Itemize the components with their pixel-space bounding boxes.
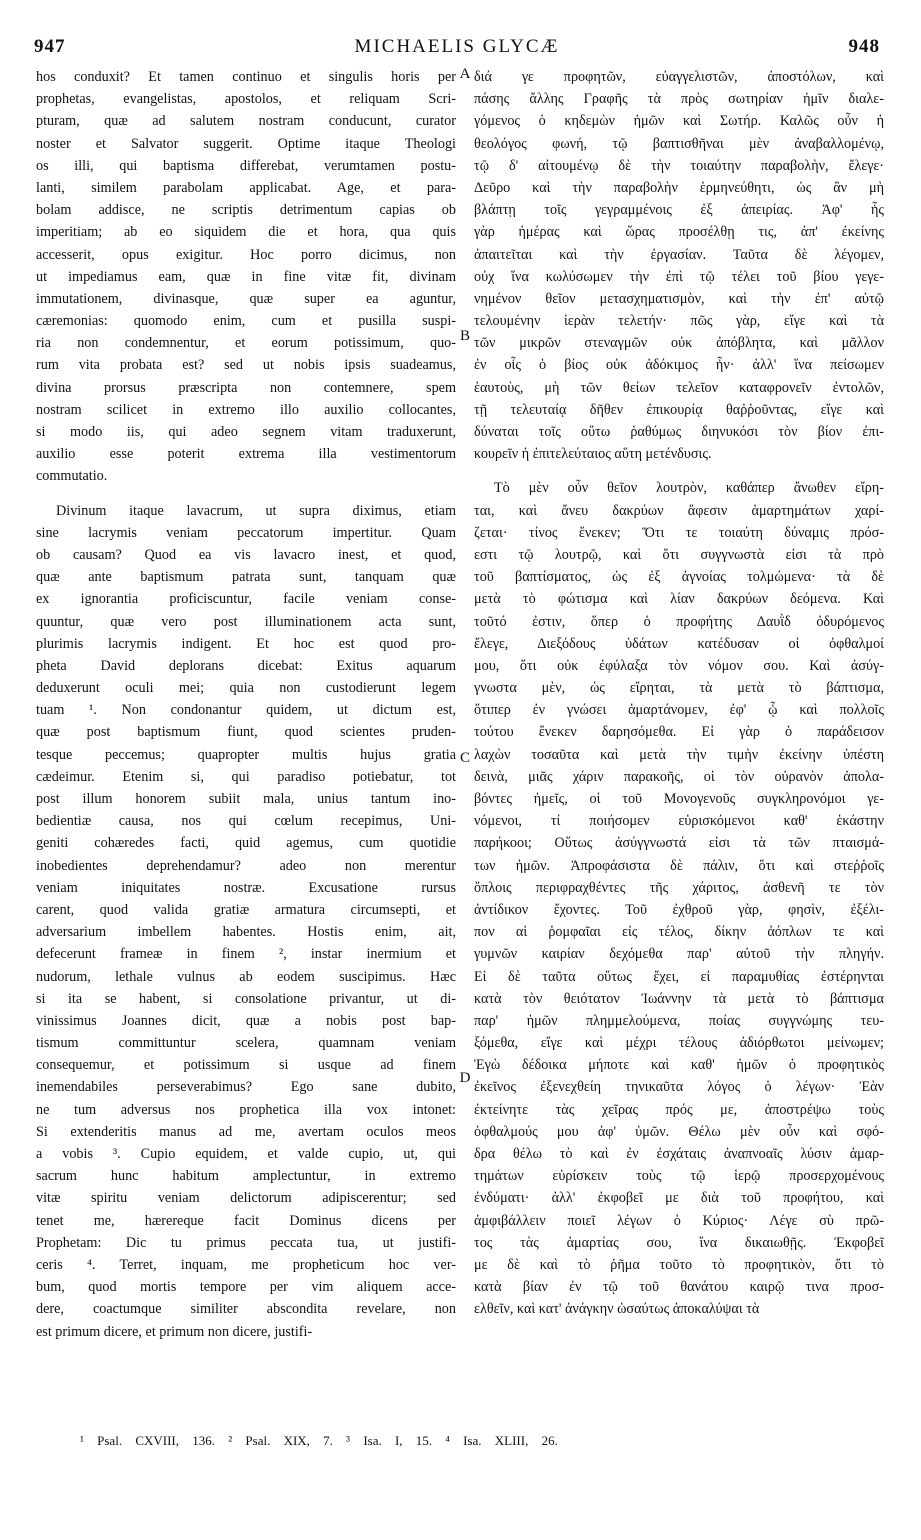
latin-line: dere, coactumque similiter abscondita revelare, non bbox=[36, 1301, 456, 1318]
latin-line: plurimis lacrymis indigent. Et hoc est quod pro- bbox=[36, 635, 456, 652]
greek-line: ἐνδύματι· ἀλλ' ἐκφοβεῖ με διὰ τοῦ προφήτου, καὶ bbox=[474, 1190, 884, 1207]
greek-line: εστι τῷ λουτρῷ, καὶ ὅτι συγγνωστὰ εἰσι τὰ πρὸ bbox=[474, 546, 884, 563]
greek-line: τοῦ βαπτίσματος, ὡς ἐξ ἀγνοίας τολμώμενα· τὰ δὲ bbox=[474, 569, 884, 586]
latin-line: veniam iniquitates nostræ. Excusatione rursus bbox=[36, 879, 456, 896]
latin-line: a vobis ³. Cupio equidem, et valde cupio, ut, qui bbox=[36, 1146, 456, 1162]
latin-line: sacrum hunc habitum amplectuntur, in extremo bbox=[36, 1168, 456, 1185]
paragraph-gap bbox=[474, 465, 884, 477]
greek-line: δύναται τοῖς οὕτω ῥαθύμως διηνυκόσι τὸν βίον ἐπι- bbox=[474, 424, 884, 440]
greek-line: διά γε προφητῶν, εὐαγγελιστῶν, ἀποστόλων, καὶ bbox=[474, 69, 884, 85]
latin-line: ceris ⁴. Terret, inquam, me propheticum hoc ver- bbox=[36, 1256, 456, 1273]
latin-line: inobedientes deprehendamur? adeo non merentur bbox=[36, 857, 456, 874]
latin-line: auxilio esse poterit extrema illa vestimentorum bbox=[36, 446, 456, 463]
greek-line: νόμενοι, τί ποιήσομεν εὑρισκόμενοι καθ' ἑκάστην bbox=[474, 813, 884, 830]
latin-line: vitæ spiritu veniam delictorum adipiscerentur; sed bbox=[36, 1190, 456, 1207]
greek-line: τῶν μικρῶν στεναγμῶν οὐκ ἀπόβλητα, καὶ μᾶλλον bbox=[474, 335, 884, 352]
greek-line: κατὰ τὸν θειότατον Ἰωάννην τὰ μετὰ τὸ βάπτισμα bbox=[474, 990, 884, 1007]
greek-line: νημένον θεῖον μετασχηματισμὸν, καὶ τὴν ἐπ' αὐτῷ bbox=[474, 290, 884, 307]
latin-line: tismum committuntur scelera, quamnam veniam bbox=[36, 1035, 456, 1052]
section-markers bbox=[456, 66, 474, 1466]
greek-paragraph bbox=[474, 477, 884, 1320]
latin-line: lanti, similem parabolam applicabat. Age, et para- bbox=[36, 179, 456, 196]
greek-line: ἐκεῖνος ἐξενεχθείη τηνικαῦτα λόγος ὁ λέγων· Ἐὰν bbox=[474, 1079, 884, 1096]
greek-line: Τὸ μὲν οὖν θεῖον λουτρὸν, καθάπερ ἄνωθεν εἴρη- bbox=[494, 480, 884, 497]
page-header bbox=[34, 36, 880, 64]
greek-line: κατὰ βίαν ἐν τῷ τοῦ θανάτου καιρῷ τινα προσ- bbox=[474, 1279, 884, 1296]
latin-line: pheta David deplorans dicebat: Exitus aquarum bbox=[36, 657, 456, 674]
latin-line: consequemur, et potissimum si usque ad finem bbox=[36, 1057, 456, 1074]
greek-line: ἐν οἷς ὁ βίος οὐκ ἀδόκιμος ἦν· ἀλλ' ἵνα πείσωμεν bbox=[474, 357, 884, 374]
latin-line: ex ignorantia proficiscuntur, facile veniam conse- bbox=[36, 591, 456, 608]
greek-paragraph bbox=[474, 66, 884, 465]
greek-line: ὅπλοις περιφραχθέντες τῆς χάριτος, ἀσθενῆ τε τὸν bbox=[474, 879, 884, 896]
latin-line: ob causam? Quod ea vis lavacro inest, et quod, bbox=[36, 546, 456, 563]
latin-line: pturam, quæ ad salutem nostram conducunt, curator bbox=[36, 113, 456, 130]
greek-line: ξόμεθα, εἴγε καὶ μέχρι τέλους ἀδιόρθωτοι μείνωμεν; bbox=[474, 1035, 884, 1052]
latin-line: deduxerunt oculi mei; quia non custodierunt legem bbox=[36, 680, 456, 697]
greek-line: βόντες ἡμεῖς, οἱ τοῦ Μονογενοῦς συγκληρονόμοι γε- bbox=[474, 791, 884, 807]
latin-line: immutationem, divinasque, quæ super ea aguntur, bbox=[36, 290, 456, 307]
greek-line: τελουμένην ἱερὰν τελετήν· πῶς γὰρ, εἴγε καὶ τὰ bbox=[474, 313, 884, 330]
latin-line: defecerunt frameæ in finem ², instar inermium et bbox=[36, 946, 456, 963]
latin-line: nostram scilicet in extremo illo auxilio collocantes, bbox=[36, 401, 456, 418]
greek-line: ἑαυτοὺς, μὴ τῶν θείων τελεῖον καταφρονεῖν ἐντολῶν, bbox=[474, 379, 884, 396]
latin-line: bum, quod mortis tempore per vim aliquem acce- bbox=[36, 1279, 456, 1296]
latin-line: bolam addisce, ne scriptis detrimentum capias ob bbox=[36, 202, 456, 219]
greek-line: γυμνῶν καιρίαν δεχόμεθα παρ' αὐτοῦ τὴν πληγήν. bbox=[474, 946, 884, 963]
greek-line: τούτου ἕνεκεν δαρησόμεθα. Εἰ γὰρ ὁ παράδεισον bbox=[474, 724, 884, 741]
latin-line: vinissimus Joannes dicit, quæ a nobis post bap- bbox=[36, 1012, 456, 1029]
running-title: MICHAELIS GLYCÆ bbox=[354, 36, 560, 57]
section-marker: A bbox=[459, 66, 471, 82]
section-marker: D bbox=[459, 1070, 471, 1086]
greek-line: δεινὰ, μιᾶς χάριν παρακοῆς, οἱ τὸν οὐρανὸν ἀπολα- bbox=[474, 768, 884, 785]
greek-line: ὅτιπερ ἐν γνώσει ἁμαρτάνομεν, ἐφ' ᾧ καὶ πολλοῖς bbox=[474, 702, 884, 719]
latin-line: cæremonias: quomodo enim, cum et pusilla suspi- bbox=[36, 313, 456, 330]
latin-line: quuntur, quæ vero post illuminationem acta sunt, bbox=[36, 613, 456, 630]
greek-line: Δεῦρο καὶ τὴν παραβολὴν ἑρμηνεύθητι, ὡς ἂν μὴ bbox=[474, 179, 884, 196]
greek-line: γὰρ ἡμέρας καὶ ὥρας προσέλθῃ τις, ἀπ' ἐκείνης bbox=[474, 224, 884, 241]
latin-line: est primum dicere, et primum non dicere, justifi- bbox=[36, 1323, 313, 1340]
page-number-right: 948 bbox=[848, 36, 880, 57]
greek-line: δρα θέλω τὸ καὶ ἐν ἐσχάταις ἀναπνοαῖς λύσιν ἁμαρ- bbox=[474, 1146, 884, 1162]
latin-line: ne tum adversus nos prophetica illa vox intonet: bbox=[36, 1101, 456, 1118]
latin-line: carent, quod valida gratiæ armatura circumsepti, et bbox=[36, 901, 456, 918]
greek-line: παρήκοοι; Οὕτως ἀσύγγνωστά εἰσι τὰ τῶν πταισμά- bbox=[474, 835, 884, 852]
latin-line: Si extenderitis manus ad me, avertam oculos meos bbox=[36, 1123, 456, 1140]
latin-line: prophetas, evangelistas, apostolos, et reliquam Scri- bbox=[36, 91, 456, 108]
greek-line: Εἰ δὲ ταῦτα οὕτως ἔχει, εἰ παραμυθίας ἐστέρηνται bbox=[474, 968, 884, 985]
latin-line: quæ ante baptismum patrata sunt, tanquam quæ bbox=[36, 569, 456, 586]
latin-line: tesque peccemus; quapropter multis hujus gratia bbox=[36, 746, 456, 763]
latin-line: si modo iis, qui adeo segnem vitam traduxerunt, bbox=[36, 424, 456, 440]
latin-line: divina prorsus præscripta non contemnere, spem bbox=[36, 379, 456, 396]
greek-line: τημάτων εὑρίσκειν τοὺς τῷ ἱερῷ προσερχομένους bbox=[474, 1168, 884, 1185]
latin-line: accesserit, opus exigitur. Hoc porro dicimus, non bbox=[36, 246, 456, 263]
latin-line: imperitiam; ab eo siquidem die et hora, qua quis bbox=[36, 224, 456, 241]
greek-line: τος τὰς ἁμαρτίας σου, ἵνα δικαιωθῇς. Ἐκφοβεῖ bbox=[474, 1234, 884, 1251]
greek-line: ἀντίδικον ἔχοντες. Τοῦ ἐχθροῦ γὰρ, φησὶν, ἐξέλι- bbox=[474, 901, 884, 918]
section-marker: C bbox=[459, 750, 470, 766]
latin-line: tuam ¹. Non condonantur quidem, ut dictum est, bbox=[36, 702, 456, 719]
latin-line: ut impediamus eam, quæ in fine vitæ fit, divinam bbox=[36, 268, 456, 285]
latin-line: Prophetam: Dic tu primus peccata tua, ut justifi- bbox=[36, 1234, 456, 1251]
greek-line: ελθεῖν, καὶ κατ' ἀνάγκην ὡσαύτως ἀποκαλύψαι τὰ bbox=[474, 1301, 760, 1318]
latin-line: quæ post baptismum fiunt, quod scientes pruden- bbox=[36, 724, 456, 741]
greek-line: τοῦτό ἐστιν, ὅπερ ὁ προφήτης Δαυῒδ ὀδυρόμενος bbox=[474, 613, 884, 630]
greek-line: τῷ δ' αἰτουμένῳ δὲ τὴν τοιαύτην παραβολὴν, ἔλεγε· bbox=[474, 157, 884, 174]
latin-column bbox=[36, 66, 456, 1343]
greek-line: τῇ τελευταίᾳ δῆθεν ἐπικουρίᾳ θαῤῥοῦντας, εἴγε καὶ bbox=[474, 401, 884, 418]
greek-line: λαχὼν τοσαῦτα καὶ μετὰ τὴν τιμὴν ἐκείνην ὑπέστη bbox=[474, 746, 884, 763]
greek-line: ἔλεγε, Διεξόδους ὑδάτων κατέδυσαν οἱ ὀφθαλμοί bbox=[474, 635, 884, 652]
greek-line: ἐκτείνητε τὰς χεῖρας πρός με, ἀποστρέψω τοὺς bbox=[474, 1101, 884, 1118]
greek-line: γνωστα μὲν, ὡς εἴρηται, τὰ μετὰ τὸ βάπτισμα, bbox=[474, 680, 884, 697]
latin-line: adversarium imbellem habentes. Hostis enim, ait, bbox=[36, 924, 456, 941]
greek-line: ται, καὶ ἄνευ δακρύων ἄφεσιν ἁμαρτημάτων χαρί- bbox=[474, 502, 884, 519]
latin-paragraph bbox=[36, 500, 456, 1343]
greek-line: με δὲ καὶ τὸ ῥῆμα τοῦτο τὸ προφητικὸν, ὅτι τὸ bbox=[474, 1256, 884, 1273]
latin-line: commutatio. bbox=[36, 468, 108, 485]
greek-column bbox=[474, 66, 884, 1321]
latin-line: bedientiæ causa, nos qui cœlum recepimus, Uni- bbox=[36, 813, 456, 830]
latin-line: inemendabiles perseverabimus? Ego sane dubito, bbox=[36, 1079, 456, 1096]
latin-line: cædeimur. Etenim si, qui paradiso potiebatur, tot bbox=[36, 768, 456, 785]
greek-line: ἀμφιβάλλειν ποιεῖ λέγων ὁ Κύριος· Λέγε σὺ πρῶ- bbox=[474, 1212, 884, 1229]
greek-line: πον αἱ ῥομφαῖαι εἰς τέλος, δίκην ἀόπλων τε καὶ bbox=[474, 924, 884, 941]
paragraph-gap bbox=[36, 488, 456, 500]
greek-line: βλάπτῃ τοῖς γεγραμμένοις ἐξ ἀπειρίας. Ἀφ' ἧς bbox=[474, 202, 884, 219]
section-marker: B bbox=[459, 328, 470, 344]
greek-line: Ἐγὼ δέδοικα μήποτε καὶ καθ' ἡμῶν ὁ προφητικὸς bbox=[474, 1057, 884, 1074]
greek-line: ὀφθαλμούς μου ἀφ' ὑμῶν. Θέλω μὲν οὖν καὶ σφό- bbox=[474, 1123, 884, 1140]
latin-line: tenet me, hærereque facit Dominus dicens per bbox=[36, 1212, 456, 1229]
latin-line: sine lacrymis veniam peccatorum impertitur. Quam bbox=[36, 524, 456, 541]
greek-line: ζεται· τίνος ἕνεκεν; Ὅτι τε τοιαύτη δύναμις πρόσ- bbox=[474, 524, 884, 541]
latin-line: rum vita probata est? sed ut nobis ipsis suadeamus, bbox=[36, 357, 456, 374]
greek-line: μετὰ τὸ φώτισμα καὶ λίαν δακρύων δεόμενα. Καὶ bbox=[474, 591, 884, 608]
latin-line: si ita se habent, si consolatione privantur, ut di- bbox=[36, 990, 456, 1007]
greek-line: γόμενος ὁ κηδεμὼν ἡμῶν καὶ Σωτήρ. Καλῶς οὖν ἡ bbox=[474, 113, 884, 130]
latin-line: os illi, qui baptisma differebat, verumtamen postu- bbox=[36, 157, 456, 174]
greek-line: πάσης ἄλλης Γραφῆς τὰ πρὸς σωτηρίαν ἡμῖν διαλε- bbox=[474, 91, 884, 108]
greek-line: θεολόγος φωνή, τῷ βαπτισθῆναι μὲν ἀναβαλλομένῳ, bbox=[474, 135, 884, 152]
latin-line: post illum honorem subiit mala, unius tantum ino- bbox=[36, 791, 456, 807]
latin-line: Divinum itaque lavacrum, ut supra diximus, etiam bbox=[56, 502, 456, 519]
page-number-left: 947 bbox=[34, 36, 66, 57]
greek-line: παρ' ἡμῶν πλημμελούμενα, ποίας συγγνώμης τευ- bbox=[474, 1012, 884, 1029]
latin-line: hos conduxit? Et tamen continuo et singulis horis per bbox=[36, 69, 456, 85]
latin-line: ria non condemnentur, et eorum potissimum, quo- bbox=[36, 335, 456, 352]
greek-line: κουρεῖν ἡ ἐπιτελεύταιος αὕτη μετένδυσις. bbox=[474, 446, 712, 463]
greek-line: των ἡμῶν. Ἀπροφάσιστα δὲ πάλιν, ὅτι καὶ στεῤῥοῖς bbox=[474, 857, 884, 874]
footnotes: ¹ Psal. CXVIII, 136. ² Psal. XIX, 7. ³ Isa. I, 15. ⁴ Isa. XLIII, 26. bbox=[80, 1433, 558, 1448]
latin-line: noster et Salvator suggerit. Optime itaque Theologi bbox=[36, 135, 456, 152]
latin-paragraph bbox=[36, 66, 456, 488]
greek-line: ἀπαιτεῖται καὶ τὴν ἐργασίαν. Ταῦτα δὲ λέγομεν, bbox=[474, 246, 884, 263]
latin-line: geniti cohæredes facti, quid agemus, cum quotidie bbox=[36, 835, 456, 852]
latin-line: nudorum, lethale vulnus ab eodem suscipimus. Hæc bbox=[36, 968, 456, 985]
greek-line: οὐχ ἵνα κωλύσωμεν τὴν ἐπὶ τῷ τέλει τοῦ βίου γεγε- bbox=[474, 268, 884, 285]
greek-line: μου, ὅτι οὐκ ἐφύλαξα τὸν νόμον σου. Καὶ ἀσύγ- bbox=[474, 657, 884, 674]
